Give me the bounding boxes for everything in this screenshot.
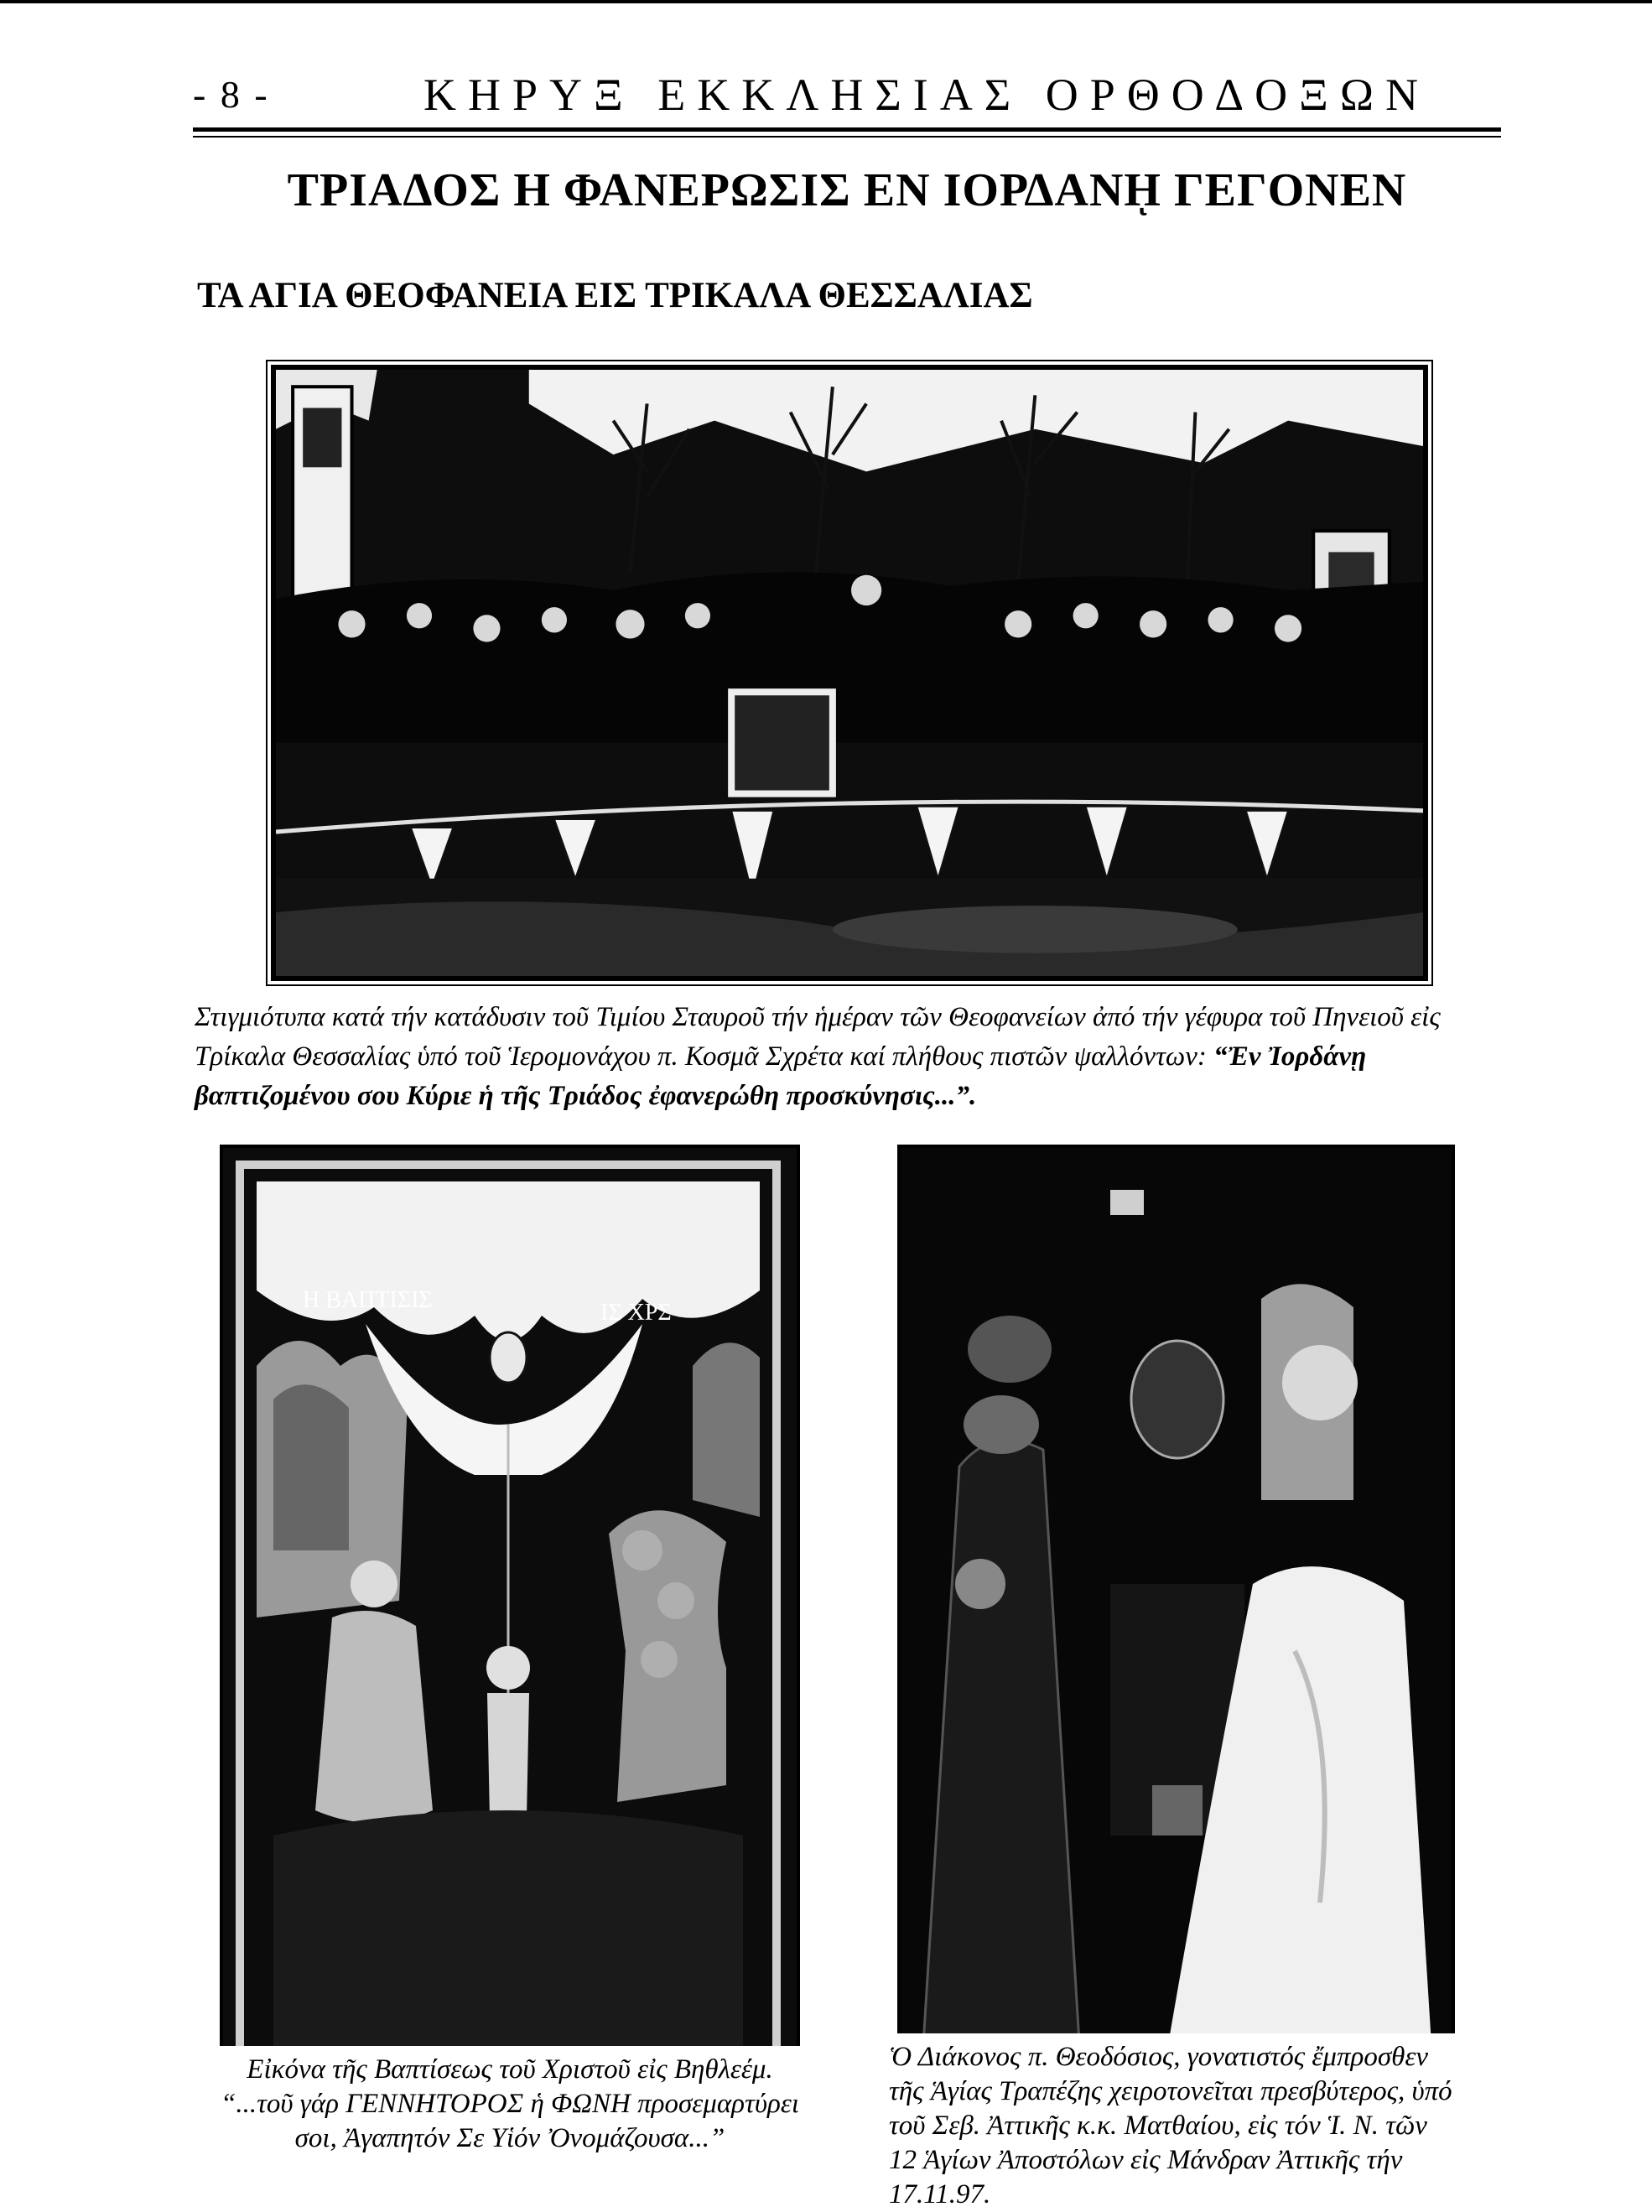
ordination-caption: Ὁ Διάκονος π. Θεοδόσιος, γονατιστός ἔμπροσθεν τῆς Ἁγίας Τραπέζης χειροτονεῖται πρεσβύτερος, ὑπό τοῦ Σεβ. Ἀττικῆς κ.κ. Ματθαίου, εἰς τόν Ἱ. Ν. τῶν 12 Ἁγίων Ἀποστόλων εἰς Μάνδραν Ἀττικῆς τήν 17.11.97. [889,2033,1459,2212]
baptism-caption-line-1: Εἰκόνα τῆς Βαπτίσεως τοῦ Χριστοῦ εἰς Βηθλεέμ. [247,2054,773,2085]
article-subtitle: ΤΑ ΑΓΙΑ ΘΕΟΦΑΝΕΙΑ ΕΙΣ ΤΡΙΚΑΛΑ ΘΕΣΣΑΛΙΑΣ [197,276,1033,315]
baptism-caption-line-3: σοι, Ἀγαπητόν Σε Υἱόν Ὀνομάζουσα...” [294,2123,725,2153]
top-edge-line [0,0,1652,3]
ordination-photo [897,1145,1455,2142]
main-caption-text: Στιγμιότυπα κατά τήν κατάδυσιν τοῦ Τιμίου Σταυροῦ τήν ἡμέραν τῶν Θεοφανείων ἀπό τήν γέφυρα τοῦ Πηνειοῦ εἰς Τρίκαλα Θεσσαλίας ὑπό τοῦ Ἱερομονάχου π. Κοσμᾶ Σχρέτα καί πλήθους πιστῶν ψαλλόντων: [195,1002,1441,1072]
baptism-caption-line-2: “...τοῦ γάρ ΓΕΝΝΗΤΟΡΟΣ ἡ ΦΩΝΗ προσεμαρτύρει [221,2089,799,2119]
main-photo-caption [195,998,1507,1116]
icon-inscription-left: Η ΒΑΠΤΙΣΙΣ [303,1287,433,1313]
icon-inscription-right: ΙΣ ΧΡΣ [600,1300,672,1326]
main-caption-quote: “Ἐν Ἰορδάνῃ βαπτιζομένου σου Κύριε ἡ τῆς Τριάδος ἐφανερώθη προσκύνησις...”. [195,1041,1367,1111]
journal-title: ΚΗΡΥΞ ΕΚΚΛΗΣΙΑΣ ΟΡΘΟΔΟΞΩΝ [423,70,1430,120]
baptism-icon-photo [220,1145,800,2147]
article-title: ΤΡΙΑΔΟΣ Η ΦΑΝΕΡΩΣΙΣ ΕΝ ΙΟΡΔΑΝῌ ΓΕΓΟΝΕΝ [287,164,1407,216]
header-rule-thin [193,136,1501,138]
header-rule-thick [193,127,1501,132]
page-header [193,65,1501,124]
page-number: - 8 - [193,73,270,116]
baptism-icon-caption [220,2046,800,2156]
main-photo-theophany-crowd [271,365,1428,981]
